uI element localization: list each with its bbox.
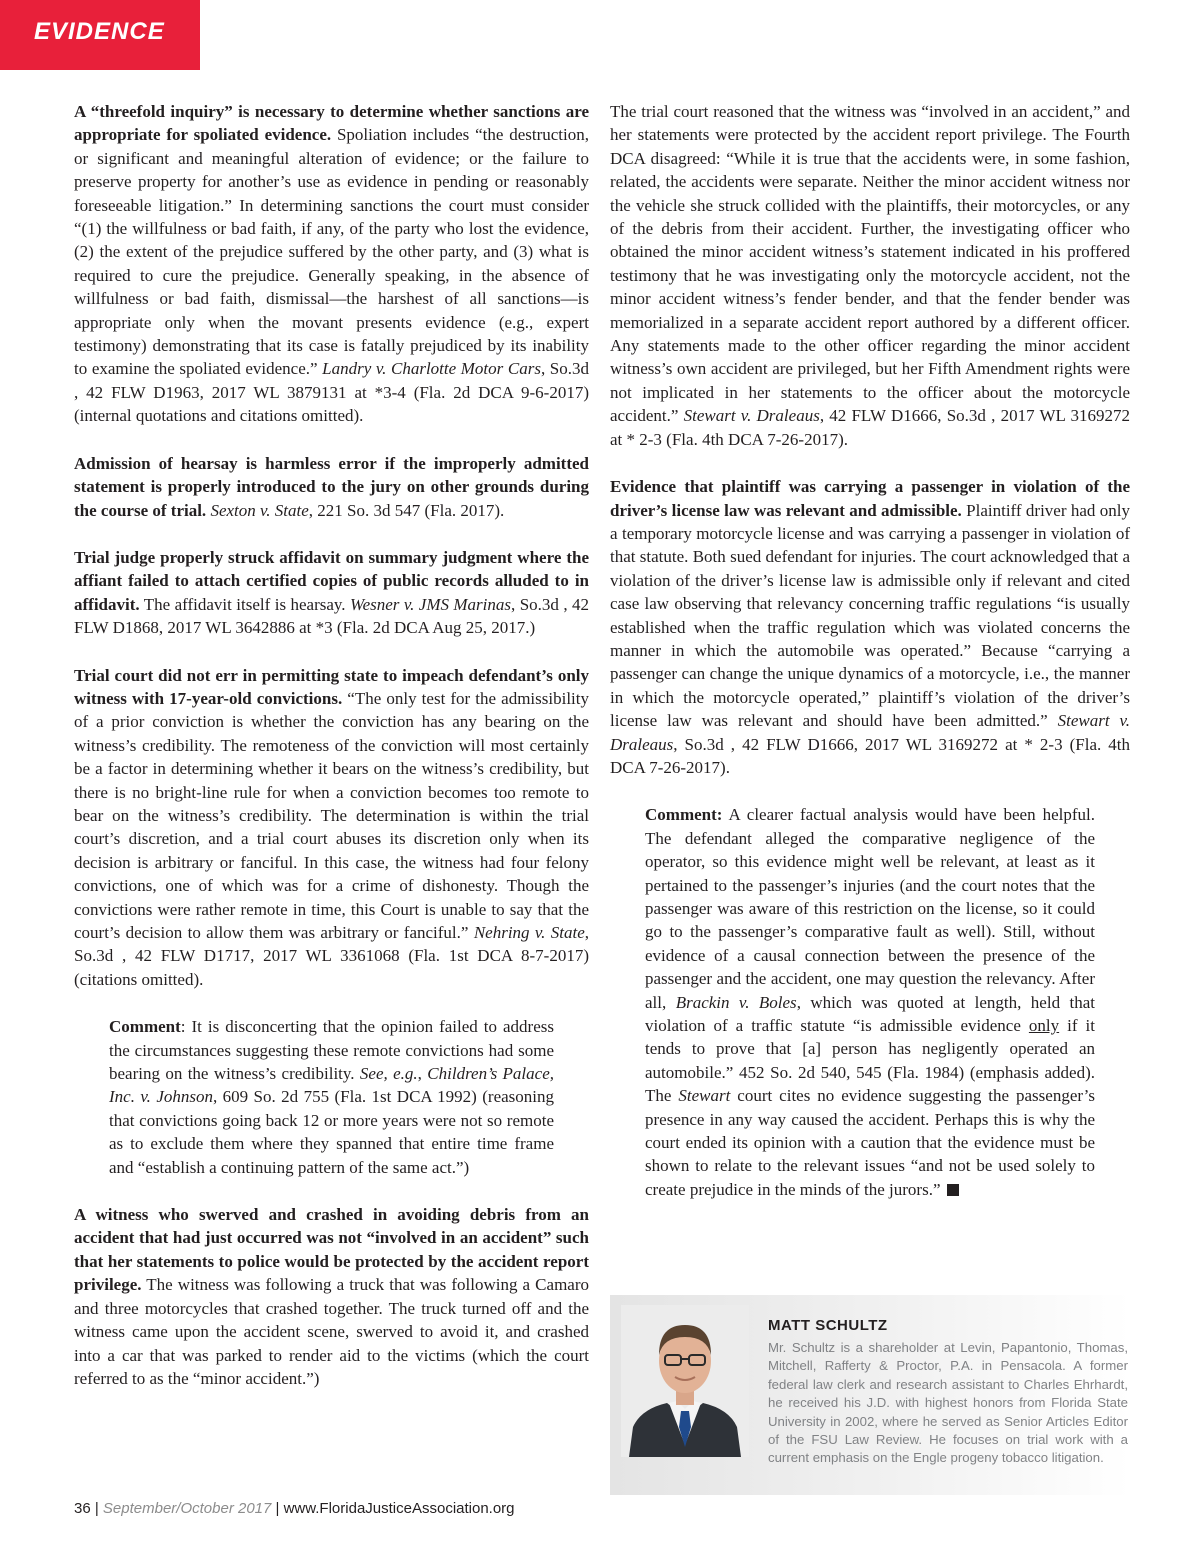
- comment-label: Comment: [109, 1017, 181, 1037]
- case-name: Stewart v. Draleaus: [610, 711, 1130, 754]
- right-column: [610, 100, 1130, 1225]
- case-name: Stewart: [678, 1086, 731, 1106]
- end-mark-icon: [947, 1184, 959, 1196]
- author-bio: Mr. Schultz is a shareholder at Levin, Papantonio, Thomas, Mitchell, Rafferty & Proctor, P.A. in Pensacola. A former federal law clerk and research assistant to Charles Ehrhardt, he received his J.D. with highest honors from Florida State University in 2002, where he served as Senior Articles Editor of the FSU Law Review. He focuses on trial work with a current emphasis on the Engle progeny tobacco litigation.: [768, 1340, 1128, 1466]
- issue-date: September/October 2017: [102, 1500, 272, 1517]
- case-name: Landry v. Charlotte Motor Cars: [322, 359, 541, 379]
- case-name: Stewart v. Draleaus: [683, 406, 820, 426]
- author-photo: [621, 1305, 749, 1457]
- section-impeach: Trial court did not err in permitting state to impeach defendant’s only witness with 17-year-old convictions. “The only test for the admissibility of a prior conviction is whether the conviction has any bearing on the witness’s credibility. The remoteness of the conviction will most certainly be a factor in determining whether it bears on the witness’s credibility, but there is no bright-line rule for when a conviction becomes too remote to bear on the witness’s credibility. The determination is within the trial court’s discretion, and a trial court abuses its discretion only when its decision is arbitrary or fanciful. In this case, the witness had four felony convictions, one of which was for a crime of dishonesty. Though the convictions were rather remote in time, this Court is unable to say that the court’s decision to allow them was arbitrary or fanciful.” Nehring v. State, So.3d , 42 FLW D1717, 2017 WL 3361068 (Fla. 1st DCA 8-7-2017) (citations omitted).: [74, 665, 590, 989]
- section-passenger: Evidence that plaintiff was carrying a passenger in violation of the driver’s license law was relevant and admissible. Plaintiff driver had only a temporary motorcycle license and was carrying a passenger in violation of that statute. Both sued defendant for injuries. The court acknowledged that a violation of the driver’s license law is admissible only if relevant and cited case law observing that relevancy concerning traffic regulations “is usually established when the traffic regulation which was violated concerns the manner in which the automobile was operated.” Because “carrying a passenger can change the unique dynamics of a motorcycle, i.e., the manner in which the motorcycle operated,” plaintiff’s violation of the driver’s license law was relevant and should have been admitted.” Stewart v. Draleaus, So.3d , 42 FLW D1666, 2017 WL 3169272 at * 2-3 (Fla. 4th DCA 7-26-2017).: [610, 477, 1130, 777]
- heading: Trial judge properly struck affidavit on summary judgment where the affiant failed to attach certified copies of public records alluded to in affidavit.: [74, 547, 589, 614]
- section-hearsay: Admission of hearsay is harmless error if the improperly admitted statement is properly introduced to the jury on other grounds during the course of trial. Sexton v. State, 221 So. 3d 547 (Fla. 2017).: [74, 453, 589, 520]
- section-spoliation: A “threefold inquiry” is necessary to determine whether sanctions are appropriate for spoliated evidence. Spoliation includes “the destruction, or significant and meaningful alteration of evidence; or the failure to preserve property for another’s use as evidence in pending or reasonably foreseeable litigation.” In determining sanctions the court must consider “(1) the willfulness or bad faith, if any, of the party who lost the evidence, (2) the extent of the prejudice suffered by the other party, and (3) what is required to cure the prejudice. Generally speaking, in the absence of willfulness or bad faith, dismissal—the harshest of all sanctions—is appropriate only when the movant presents evidence (e.g., expert testimony) demonstrating that its case is fatally prejudiced by its inability to examine the spoliated evidence.” Landry v. Charlotte Motor Cars, So.3d , 42 FLW D1963, 2017 WL 3879131 at *3-4 (Fla. 2d DCA 9-6-2017) (internal quotations and citations omitted).: [74, 102, 590, 426]
- author-portrait-icon: [621, 1305, 749, 1457]
- case-name: Nehring v. State: [473, 923, 585, 942]
- section-continued: The trial court reasoned that the witness was “involved in an accident,” and her statements were protected by the accident report privilege. The Fourth DCA disagreed: “While it is true that the accidents were, in some fashion, related, the accidents were separate. Neither the minor accident witness nor the vehicle she struck collided with the plaintiffs, their motorcycles, or any of the debris from their accident. Further, the investigating officer who obtained the minor accident witness’s statement indicated in his proffered testimony that he was investigating only the motorcycle accident, not the minor accident witness’s fender bender, and that the fender bender was memorialized in a separate accident report authored by a different officer. Any statements made to the other officer regarding the minor accident witness’s own accident are privileged, but her Fifth Amendment rights were not implicated in her statements to the officer about the motorcycle accident.” Stewart v. Draleaus, 42 FLW D1666, So.3d , 2017 WL 3169272 at * 2-3 (Fla. 4th DCA 7-26-2017).: [610, 102, 1130, 449]
- section-tab: EVIDENCE: [0, 0, 200, 70]
- section-affidavit: Trial judge properly struck affidavit on summary judgment where the affiant failed to attach certified copies of public records alluded to in affidavit. The affidavit itself is hearsay. Wesner v. JMS Marinas, So.3d , 42 FLW D1868, 2017 WL 3642886 at *3 (Fla. 2d DCA Aug 25, 2017.): [74, 547, 589, 638]
- website-link[interactable]: www.FloridaJusticeAssociation.org: [283, 1500, 515, 1517]
- author-box: [610, 1295, 1130, 1495]
- comment-block: Comment: It is disconcerting that the opinion failed to address the circumstances suggesting these remote convictions had some bearing on the witness’s credibility. See, e.g., Children’s Palace, Inc. v. Johnson, 609 So. 2d 755 (Fla. 1st DCA 1992) (reasoning that convictions going back 12 or more years were not so remote as to exclude them where they spanned that entire time frame and “establish a continuing pattern of the same act.”): [109, 1017, 554, 1177]
- comment-label: Comment:: [645, 805, 723, 825]
- left-column: [74, 100, 589, 1414]
- case-name: Wesner v. JMS Marinas: [349, 594, 512, 614]
- case-name: Brackin v. Boles: [675, 992, 797, 1012]
- heading: Admission of hearsay is harmless error if the improperly admitted statement is properly introduced to the jury on other grounds during the course of trial.: [74, 453, 589, 520]
- page-number: 36: [74, 1500, 91, 1517]
- section-accident-privilege: A witness who swerved and crashed in avoiding debris from an accident that had just occurred was not “involved in an accident” such that her statements to police would be protected by the accident report privilege. The witness was following a truck that was following a Camaro and three motorcycles that crashed together. The truck turned off and the witness came upon the accident scene, swerved to avoid it, and crashed into a car that was parked to render aid to the victims (which the court referred to as the “minor accident.”): [74, 1205, 589, 1388]
- comment-block: Comment: A clearer factual analysis would have been helpful. The defendant alleged the comparative negligence of the operator, so this evidence might well be relevant, at least as it pertained to the passenger’s injuries (and the court notes that the passenger was aware of this restriction on the license, so it could go to the passenger’s comparative fault as well). Still, without evidence of a causal connection between the presence of the passenger and the accident, one may question the relevancy. After all, Brackin v. Boles, which was quoted at length, held that violation of a traffic statute “is admissible evidence only if it tends to prove that [a] person has negligently operated an automobile.” 452 So. 2d 540, 545 (Fla. 1984) (emphasis added). The Stewart court cites no evidence suggesting the passenger’s presence in any way caused the accident. Perhaps this is why the court ended its opinion with a caution that the evidence must be shown to relate to the relevant issues “and not be used solely to create prejudice in the minds of the jurors.”: [645, 805, 1096, 1199]
- page-footer: 36 | September/October 2017 | www.FloridaJusticeAssociation.org: [74, 1500, 515, 1517]
- heading: Evidence that plaintiff was carrying a passenger in violation of the driver’s license law was relevant and admissible.: [610, 477, 1130, 520]
- heading: A witness who swerved and crashed in avoiding debris from an accident that had just occurred was not “involved in an accident” such that her statements to police would be protected by the accident report privilege.: [74, 1205, 589, 1295]
- case-name: Sexton v. State: [210, 500, 309, 520]
- author-name: MATT SCHULTZ: [768, 1317, 888, 1334]
- heading: Trial court did not err in permitting state to impeach defendant’s only witness with 17-year-old convictions.: [74, 665, 589, 708]
- case-name: Children’s Palace, Inc. v. Johnson: [109, 1064, 554, 1107]
- heading: A “threefold inquiry” is necessary to determine whether sanctions are appropriate for spoliated evidence.: [74, 102, 589, 145]
